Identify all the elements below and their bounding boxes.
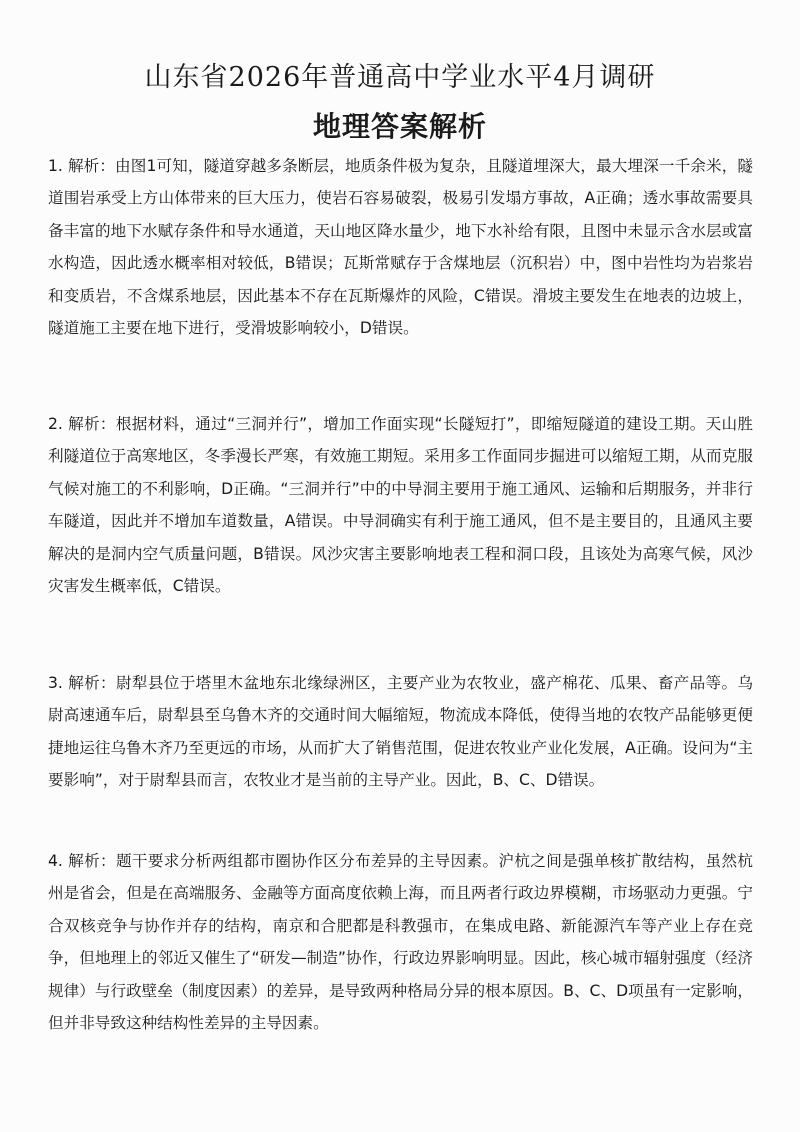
answer-number: 1. (48, 157, 63, 175)
document-title: 山东省2026年普通高中学业水平4月调研 (144, 62, 656, 93)
answer-paragraph-2 (48, 408, 753, 602)
answer-number: 3. (48, 674, 63, 692)
answer-number: 4. (48, 852, 63, 870)
answer-text: 解析：题干要求分析两组都市圈协作区分布差异的主导因素。沪杭之间是强单核扩散结构，虽然杭州是省会，但是在高端服务、金融等方面高度依赖上海，而且两者行政边界模糊，市场驱动力更强。宁合双核竞争与协作并存的结构，南京和合肥都是科教强市，在集成电路、新能源汽车等产业上存在竞争，但地理上的邻近又催生了“研发—制造”协作，行政边界影响明显。因此，核心城市辐射强度（经济规律）与行政壁垒（制度因素）的差异，是导致两种格局分异的根本原因。B、C、D项虽有一定影响，但并非导致这种结构性差异的主导因素。 (48, 852, 753, 1033)
answer-text: 解析：尉犁县位于塔里木盆地东北缘绿洲区，主要产业为农牧业，盛产棉花、瓜果、畜产品等。乌尉高速通车后，尉犁县至乌鲁木齐的交通时间大幅缩短，物流成本降低，使得当地的农牧产品能够更便捷地运往乌鲁木齐乃至更远的市场，从而扩大了销售范围，促进农牧业产业化发展，A正确。设问为“主要影响”，对于尉犁县而言，农牧业才是当前的主导产业。因此，B、C、D错误。 (48, 674, 753, 790)
answer-text: 解析：根据材料，通过“三洞并行”，增加工作面实现“长隧短打”，即缩短隧道的建设工期。天山胜利隧道位于高寒地区，冬季漫长严寒，有效施工期短。采用多工作面同步掘进可以缩短工期，从而克服气候对施工的不利影响，D正确。“三洞并行”中的中导洞主要用于施工通风、运输和后期服务，并非行车隧道，因此并不增加车道数量，A错误。中导洞确实有利于施工通风，但不是主要目的，且通风主要解决的是洞内空气质量问题，B错误。风沙灾害主要影响地表工程和洞口段，且该处为高寒气候，风沙灾害发生概率低，C错误。 (48, 415, 753, 596)
answer-paragraph-4 (48, 845, 753, 1039)
answer-paragraph-1 (48, 150, 753, 344)
document-subtitle: 地理答案解析 (312, 110, 487, 143)
answer-text: 解析：由图1可知，隧道穿越多条断层，地质条件极为复杂，且隧道埋深大，最大埋深一千余米，隧道围岩承受上方山体带来的巨大压力，使岩石容易破裂，极易引发塌方事故，A正确；透水事故需要具备丰富的地下水赋存条件和导水通道，天山地区降水量少，地下水补给有限，且图中未显示含水层或富水构造，因此透水概率相对较低，B错误；瓦斯常赋存于含煤地层（沉积岩）中，图中岩性均为岩浆岩和变质岩，不含煤系地层，因此基本不存在瓦斯爆炸的风险，C错误。滑坡主要发生在地表的边坡上，隧道施工主要在地下进行，受滑坡影响较小，D错误。 (48, 157, 753, 338)
answer-paragraph-3 (48, 667, 753, 797)
answer-number: 2. (48, 415, 63, 433)
